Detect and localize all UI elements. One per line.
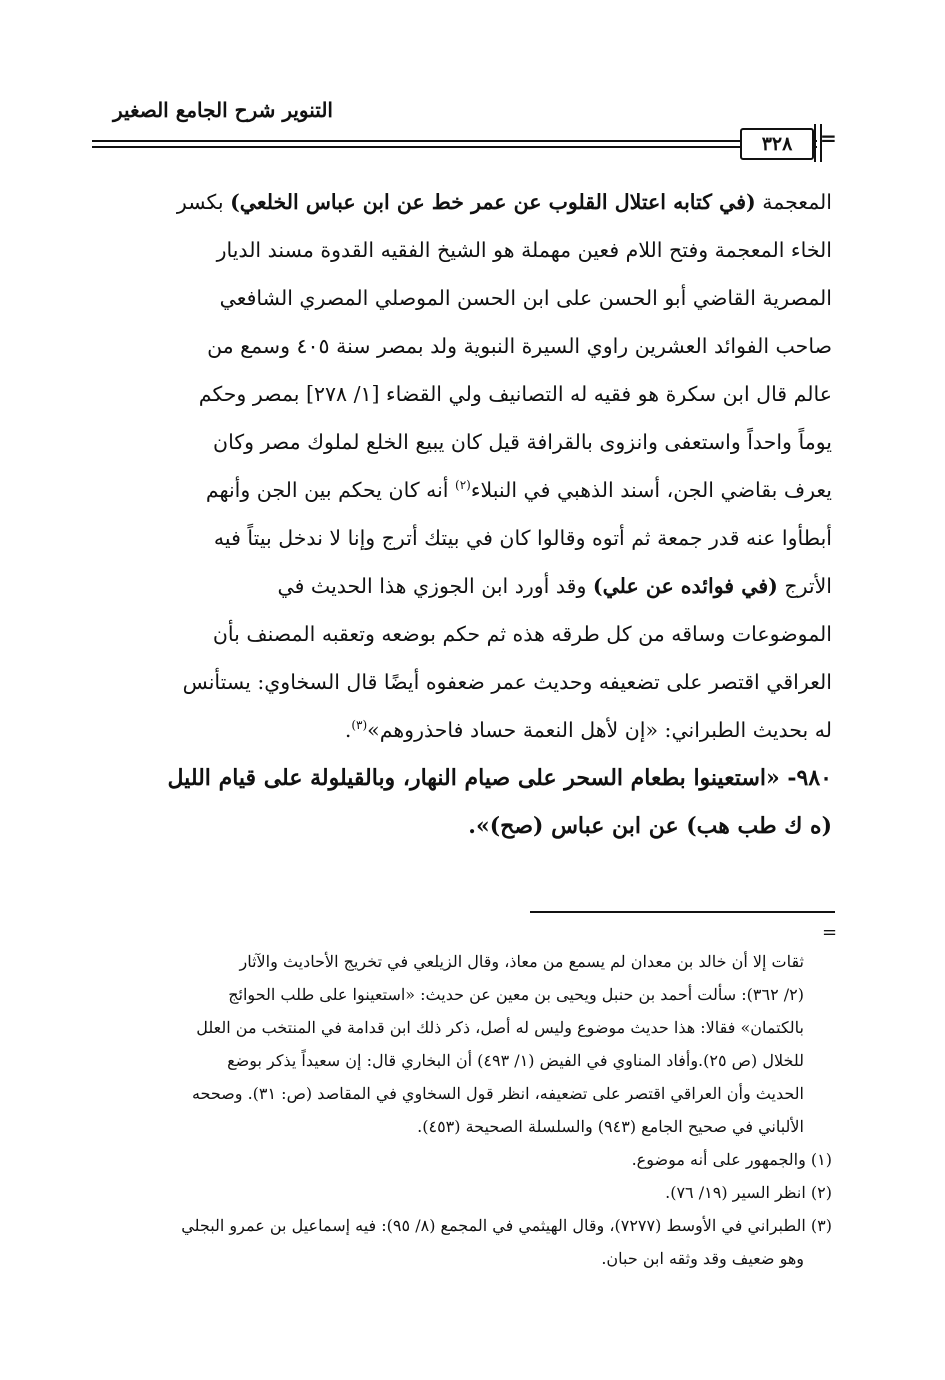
body-line: الأترج (في فوائده عن علي) وقد أورد ابن الجوزي هذا الحديث في [277,574,832,598]
hadith-line: (ه ك طب هب) عن ابن عباس (صح)». [468,813,832,839]
footnote-line: وهو ضعيف وقد وثقه ابن حبان. [601,1249,804,1268]
body-line: الخاء المعجمة وفتح اللام فعين مهملة هو الشيخ الفقيه القدوة مسند الديار [216,238,832,262]
footnote-mark: = [822,922,838,943]
footnote-separator [530,911,835,913]
footnote-line: (٢) انظر السير (١٩/ ٧٦). [665,1183,832,1202]
hadith-line: ٩٨٠- «استعينوا بطعام السحر على صيام النهار، وبالقيلولة على قيام الليل [167,765,832,791]
footnotes [92,945,832,1275]
body-line: عالم قال ابن سكرة هو فقيه له التصانيف ولي القضاء [١/ ٢٧٨] بمصر وحكم [198,382,832,406]
body-line: صاحب الفوائد العشرين راوي السيرة النبوية ولد بمصر سنة ٤٠٥ وسمع من [207,334,832,358]
body-line: المعجمة (في كتابه اعتلال القلوب عن عمر خط عن ابن عباس الخلعي) بكسر [176,190,832,214]
footnote-line: ثقات إلا أن خالد بن معدان لم يسمع من معاذ، وقال الزيلعي في تخريج الأحاديث والآثار [239,952,804,971]
body-line: يعرف بقاضي الجن، أسند الذهبي في النبلاء$^{(٢)}$ أنه كان يحكم بين الجن وأنهم [205,478,832,502]
footnote-ref: (٣) [351,718,368,733]
header-rule-bottom [92,146,817,148]
body-line: العراقي اقتصر على تضعيفه وحديث عمر ضعفوه أيضًا قال السخاوي: يستأنس [182,670,832,694]
body-line: الموضوعات وساقه من كل طرقه هذه ثم حكم بوضعه وتعقبه المصنف بأن [212,622,832,646]
body-line: يوماً واحداً واستعفى وانزوى بالقرافة قيل كان يبيع الخلع لملوك مصر وكان [213,430,832,454]
body-line: له بحديث الطبراني: «إن لأهل النعمة حساد فاحذروهم»$^{(٣)}$. [344,718,832,742]
body-line: المصرية القاضي أبو الحسن على ابن الحسن الموصلي المصري الشافعي [219,286,832,310]
footnote-line: للخلال (ص ٢٥).وأفاد المناوي في الفيض (١/ ٤٩٣) أن البخاري قال: إن سعيداً يذكر بوضع [227,1051,804,1070]
footnote-line: الحديث وأن العراقي اقتصر على تضعيفه، انظر قول السخاوي في المقاصد (ص: ٣١). وصححه [191,1084,804,1103]
header-rule-top [92,140,817,142]
footnote-line: (٢/ ٣٦٢): سألت أحمد بن حنبل ويحيى بن معين عن حديث: «استعينوا على طلب الحوائج [228,985,804,1004]
footnote-line: الألباني في صحيح الجامع (٩٤٣) والسلسلة الصحيحة (٤٥٣). [417,1117,804,1136]
running-title: التنوير شرح الجامع الصغير [113,98,333,122]
main-text [92,178,832,850]
footnote-line: (٣) الطبراني في الأوسط (٧٢٧٧)، وقال الهيثمي في المجمع (٨/ ٩٥): فيه إسماعيل بن عمرو البجلي [181,1216,832,1235]
page-number: ٣٢٨ [740,128,814,160]
header-mark: = [820,126,837,150]
footnote-line: بالكتمان» فقالا: هذا حديث موضوع وليس له أصل، ذكر ذلك ابن قدامة في المنتخب من العلل [196,1018,804,1037]
footnote-ref: (٢) [455,478,471,493]
footnote-line: (١) والجمهور على أنه موضوع. [631,1150,832,1169]
body-line: أبطأوا عنه قدر جمعة ثم أتوه وقالوا كان في بيتك أترج وإنا لا ندخل بيتاً فيه [213,526,832,550]
